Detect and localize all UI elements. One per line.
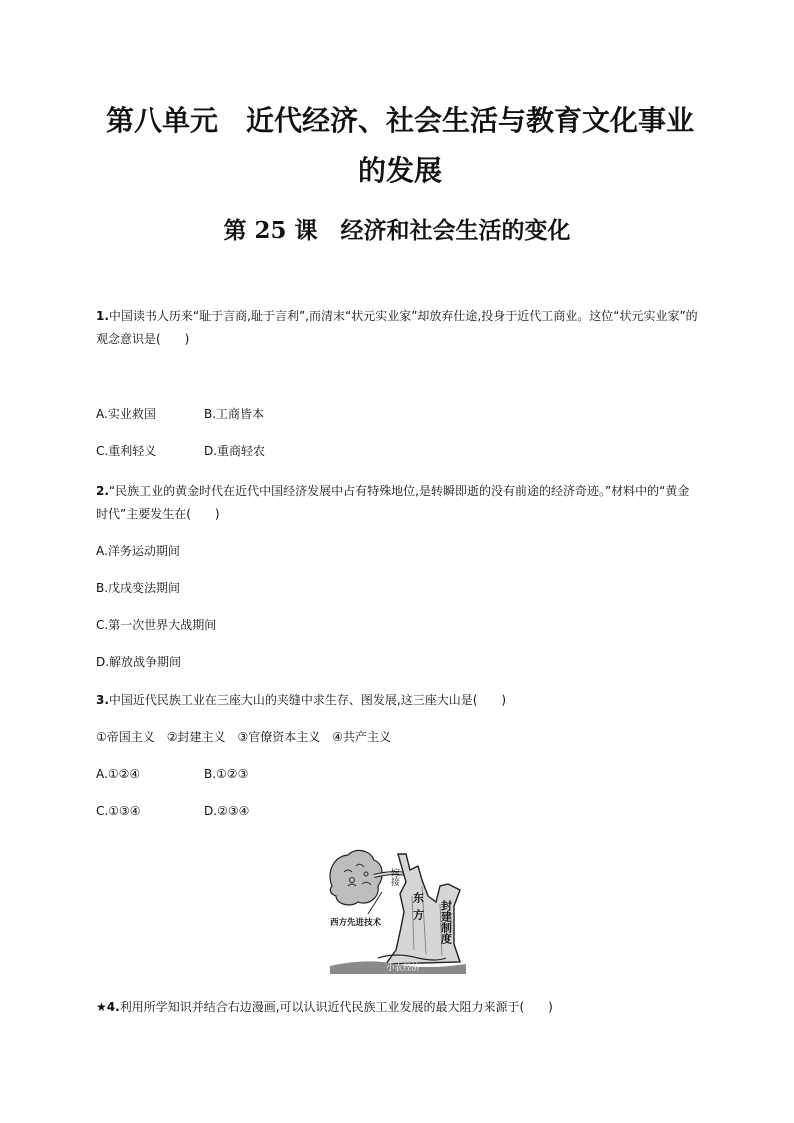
question-4-star-icon: ★ xyxy=(96,1000,107,1014)
question-4-stem-line1: ★4.利用所学知识并结合右边漫画,可以认识近代民族工业发展的最大阻力来源于( ) xyxy=(96,1000,553,1014)
question-3-option-a[interactable]: A.①②④ xyxy=(96,767,141,781)
question-1-stem-line1: 1.中国读书人历来“耻于言商,耻于言利”,而清末“状元实业家”却放弃仕途,投身于近代工商业。这位“状元实业家”的 xyxy=(96,309,698,323)
question-4-number: 4. xyxy=(106,1000,120,1014)
question-2-option-a[interactable]: A.洋务运动期间 xyxy=(96,544,180,558)
question-2-stem-line2: 时代”主要发生在( ) xyxy=(96,507,220,521)
question-1-stem-line2: 观念意识是( ) xyxy=(96,332,190,346)
cartoon-tree-drawing xyxy=(326,846,468,974)
cartoon-label-feudal: 封建制度 xyxy=(439,900,453,944)
question-3-option-d[interactable]: D.②③④ xyxy=(204,804,250,818)
cartoon-label-east: 东方 xyxy=(411,892,425,926)
question-3-stem-line1: 3.中国近代民族工业在三座大山的夹缝中求生存、图发展,这三座大山是( ) xyxy=(96,693,507,707)
cartoon-illustration xyxy=(326,846,468,974)
question-2-option-c[interactable]: C.第一次世界大战期间 xyxy=(96,618,217,632)
question-2-stem-line1: 2.“民族工业的黄金时代在近代中国经济发展中占有特殊地位,是转瞬即逝的没有前途的经济奇迹。”材料中的“黄金 xyxy=(96,484,690,498)
cartoon-label-graft: 嫁接 xyxy=(389,868,399,886)
unit-title xyxy=(60,96,740,196)
question-3-option-c[interactable]: C.①③④ xyxy=(96,804,141,818)
cartoon-label-base: 小农经济 xyxy=(386,963,421,973)
question-2-option-b[interactable]: B.戊戌变法期间 xyxy=(96,581,181,595)
question-1-option-c[interactable]: C.重利轻义 xyxy=(96,444,157,458)
lesson-title: 第 25 课 经济和社会生活的变化 xyxy=(223,217,571,244)
western-tree-crown xyxy=(330,850,382,904)
question-1-option-d[interactable]: D.重商轻农 xyxy=(204,444,266,458)
unit-title-line2: 的发展 xyxy=(357,154,442,187)
question-3-number: 3. xyxy=(96,693,109,707)
question-1-number: 1. xyxy=(96,309,109,323)
question-1-option-a[interactable]: A.实业救国 xyxy=(96,407,156,421)
question-3-option-b[interactable]: B.①②③ xyxy=(204,767,249,781)
question-3-sub-items: ①帝国主义 ②封建主义 ③官僚资本主义 ④共产主义 xyxy=(96,730,392,744)
cartoon-label-west: 西方先进技术 xyxy=(330,918,382,928)
question-2-option-d[interactable]: D.解放战争期间 xyxy=(96,655,182,669)
question-2-number: 2. xyxy=(96,484,109,498)
unit-title-line1: 第八单元 近代经济、社会生活与教育文化事业 xyxy=(105,104,694,137)
question-1-option-b[interactable]: B.工商皆本 xyxy=(204,407,265,421)
